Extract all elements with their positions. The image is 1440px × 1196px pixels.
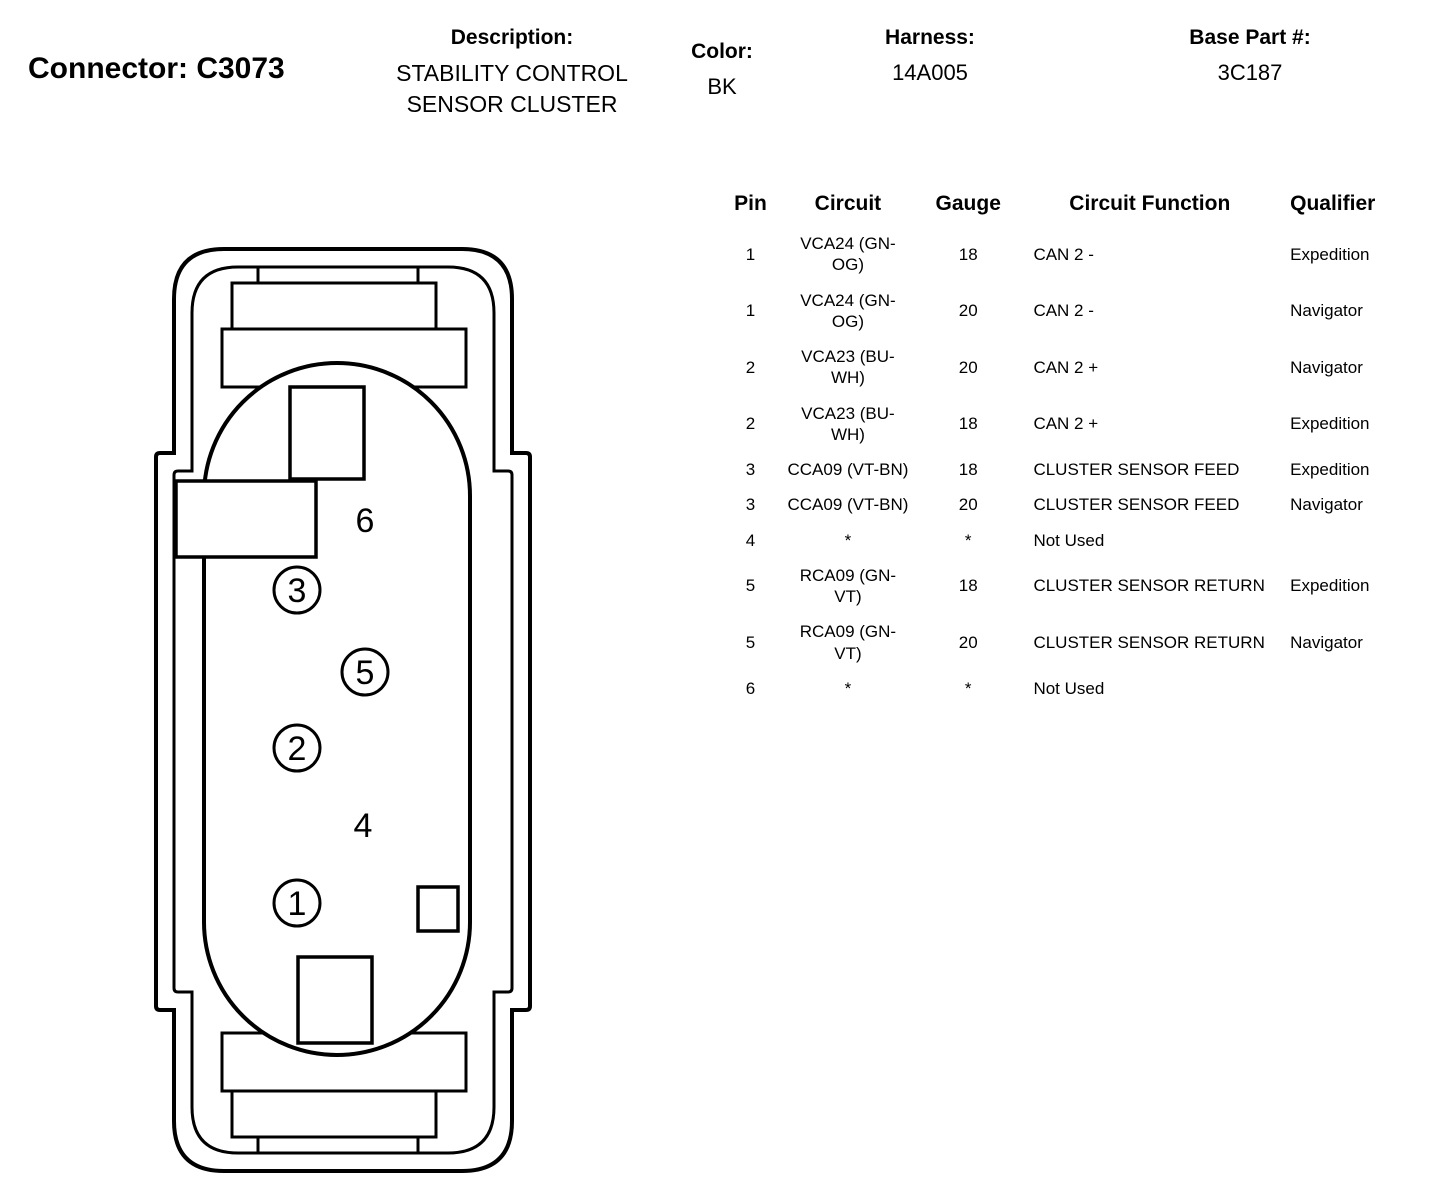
pin-cell: 5 [745,576,756,596]
harness-block [830,26,1030,88]
pin-cell: 4 [745,530,756,550]
qualifier-cell: Navigator [1290,357,1363,377]
pin-table [716,188,1440,706]
color-label: Color: [691,40,753,63]
pin-cell: 3 [745,495,756,515]
pin-table-row [716,671,1440,706]
color-block [666,40,778,102]
circuit-cell: * [844,530,852,550]
pin-cell: 5 [745,632,756,652]
pin-table-row [716,283,1440,340]
circuit-function-cell: CAN 2 + [1033,414,1099,434]
base-part-block [1140,26,1360,88]
color-value: BK [707,74,737,99]
qualifier-cell [1274,523,1440,558]
gauge-cell: 20 [958,301,978,321]
gauge-cell: 18 [958,576,978,596]
pin-label-2: 2 [287,730,307,768]
qualifier-cell: Expedition [1290,576,1370,596]
pin-label-4: 4 [353,807,373,845]
pin-cell: 6 [745,678,756,698]
qualifier-cell: Navigator [1290,632,1363,652]
circuit-function-cell: Not Used [1033,678,1105,698]
description-block [352,26,672,120]
pin-table-row [716,558,1440,615]
pin-table-row [716,614,1440,671]
gauge-cell: * [964,530,972,550]
circuit-function-cell: CAN 2 - [1033,301,1094,321]
circuit-function-cell: CLUSTER SENSOR FEED [1033,495,1240,515]
pin-table-header-circuit-function: Circuit Function [1069,192,1231,215]
keyway-bottom-right [418,887,458,931]
keyway-bottom [298,957,372,1043]
circuit-cell: * [844,678,852,698]
pin-label-6: 6 [355,502,375,540]
pin-label-3: 3 [287,572,307,610]
pin-table-header-qualifier: Qualifier [1290,192,1376,215]
circuit-cell: CCA09 (VT-BN) [787,460,909,479]
pin-table-row [716,339,1440,396]
qualifier-cell: Navigator [1290,301,1363,321]
description-label: Description: [450,26,574,49]
harness-label: Harness: [885,26,975,49]
gauge-cell: 20 [958,357,978,377]
circuit-cell: RCA09 (GN-VT) [799,622,897,663]
circuit-cell: VCA23 (BU-WH) [801,347,895,388]
pin-label-1: 1 [287,885,307,923]
gauge-cell: 18 [958,414,978,434]
pin-table-header-gauge: Gauge [935,192,1001,215]
connector-face-drawing [140,235,560,1185]
pin-table-header-row [716,188,1440,226]
qualifier-cell [1274,671,1440,706]
gauge-cell: 20 [958,632,978,652]
pin-cell: 1 [745,244,756,264]
base-part-value: 3C187 [1217,60,1283,85]
circuit-function-cell: CLUSTER SENSOR RETURN [1033,576,1265,596]
qualifier-cell: Expedition [1290,244,1370,264]
qualifier-cell: Navigator [1290,495,1363,515]
circuit-function-cell: CLUSTER SENSOR FEED [1033,460,1240,479]
circuit-function-cell: CAN 2 + [1033,357,1099,377]
pin-table-body [716,226,1440,706]
gauge-cell: 18 [958,244,978,264]
keyway-top [290,387,364,479]
circuit-function-cell: CLUSTER SENSOR RETURN [1033,632,1265,652]
gauge-cell: 18 [958,460,978,479]
pin-cell: 1 [745,301,756,321]
circuit-cell: VCA24 (GN-OG) [800,290,896,331]
base-part-label: Base Part #: [1189,26,1311,49]
connector-title: Connector: C3073 [28,52,285,85]
circuit-cell: CCA09 (VT-BN) [787,495,909,515]
pin-table-row [716,396,1440,453]
qualifier-cell: Expedition [1290,460,1370,479]
circuit-function-cell: Not Used [1033,530,1105,550]
gauge-cell: * [964,678,972,698]
circuit-cell: RCA09 (GN-VT) [799,565,897,606]
qualifier-cell: Expedition [1290,414,1370,434]
pin-label-5: 5 [355,654,375,692]
pin-table-row [716,487,1440,522]
pin-table-row [716,226,1440,283]
keyway-left-tab [176,481,316,557]
pin-table-row [716,452,1440,487]
circuit-cell: VCA23 (BU-WH) [801,403,895,444]
pin-cell: 2 [745,357,756,377]
harness-value: 14A005 [892,60,968,85]
pin-table-header-pin: Pin [734,192,767,215]
pin-cell: 2 [745,414,756,434]
pin-cell: 3 [745,460,756,479]
gauge-cell: 20 [958,495,978,515]
pin-table-header-circuit: Circuit [814,192,882,215]
description-value: STABILITY CONTROL SENSOR CLUSTER [396,60,628,118]
circuit-function-cell: CAN 2 - [1033,244,1094,264]
pin-table-row [716,523,1440,558]
circuit-cell: VCA24 (GN-OG) [800,234,896,275]
